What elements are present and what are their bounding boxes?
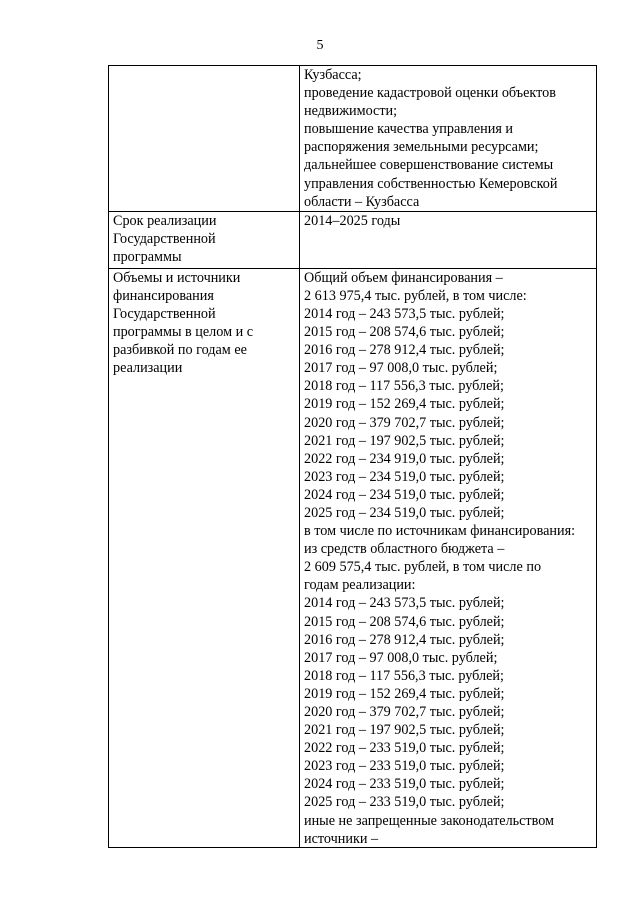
row-label-cell <box>109 268 300 847</box>
text-line: разбивкой по годам ее <box>113 342 247 359</box>
text-line: 2019 год – 152 269,4 тыс. рублей; <box>304 396 505 413</box>
text-line: 2018 год – 117 556,3 тыс. рублей; <box>304 667 504 684</box>
text-line: проведение кадастровой оценки объектов <box>304 85 556 102</box>
text-line: распоряжения земельными ресурсами; <box>304 139 539 156</box>
program-passport-table <box>108 65 597 848</box>
text-line: 2015 год – 208 574,6 тыс. рублей; <box>304 613 505 630</box>
text-line: программы в целом и с <box>113 324 254 341</box>
text-line: Общий объем финансирования – <box>304 269 503 286</box>
text-line: Государственной <box>113 230 216 247</box>
text-line: в том числе по источникам финансирования: <box>304 523 576 540</box>
text-line: 2021 год – 197 902,5 тыс. рублей; <box>304 722 505 739</box>
text-line: 2015 год – 208 574,6 тыс. рублей; <box>304 324 505 341</box>
text-line: 2014 год – 243 573,5 тыс. рублей; <box>304 595 505 612</box>
text-line: 2025 год – 233 519,0 тыс. рублей; <box>304 794 505 811</box>
text-line: 2022 год – 233 519,0 тыс. рублей; <box>304 740 505 757</box>
text-line: из средств областного бюджета – <box>304 541 505 558</box>
text-line: 2023 год – 234 519,0 тыс. рублей; <box>304 468 505 485</box>
text-line: 2 613 975,4 тыс. рублей, в том числе: <box>304 287 527 304</box>
text-line: дальнейшее совершенствование системы <box>304 157 554 174</box>
table-row-term <box>109 211 597 268</box>
text-line: 2020 год – 379 702,7 тыс. рублей; <box>304 414 505 431</box>
text-line: 2025 год – 234 519,0 тыс. рублей; <box>304 504 505 521</box>
text-line: реализации <box>113 360 183 377</box>
text-line: недвижимости; <box>304 103 398 120</box>
row-value-cell <box>300 66 597 212</box>
text-line: иные не запрещенные законодательством <box>304 812 555 829</box>
table-row-goals <box>109 66 597 212</box>
row-value-cell <box>300 268 597 847</box>
text-line: 2018 год – 117 556,3 тыс. рублей; <box>304 378 504 395</box>
text-line: 2014–2025 годы <box>304 212 401 229</box>
text-line: 2014 год – 243 573,5 тыс. рублей; <box>304 305 505 322</box>
row-label-cell <box>109 66 300 212</box>
text-line: источники – <box>304 830 379 847</box>
text-line: 2 609 575,4 тыс. рублей, в том числе по <box>304 559 542 576</box>
text-line: финансирования <box>113 287 214 304</box>
text-line: 2024 год – 233 519,0 тыс. рублей; <box>304 776 505 793</box>
row-label-cell <box>109 211 300 268</box>
text-line: 2021 год – 197 902,5 тыс. рублей; <box>304 432 505 449</box>
text-line: программы <box>113 248 182 265</box>
text-line: области – Кузбасса <box>304 193 420 210</box>
text-line: 2016 год – 278 912,4 тыс. рублей; <box>304 342 505 359</box>
text-line: 2017 год – 97 008,0 тыс. рублей; <box>304 360 498 377</box>
text-line: 2024 год – 234 519,0 тыс. рублей; <box>304 486 505 503</box>
text-line: годам реализации: <box>304 577 416 594</box>
text-line: 2016 год – 278 912,4 тыс. рублей; <box>304 631 505 648</box>
text-line: 2017 год – 97 008,0 тыс. рублей; <box>304 649 498 666</box>
text-line: 2023 год – 233 519,0 тыс. рублей; <box>304 758 505 775</box>
text-line: Объемы и источники <box>113 269 241 286</box>
text-line: повышение качества управления и <box>304 121 514 138</box>
text-line: 2022 год – 234 919,0 тыс. рублей; <box>304 450 505 467</box>
text-line: Государственной <box>113 305 216 322</box>
text-line: 2020 год – 379 702,7 тыс. рублей; <box>304 704 505 720</box>
text-line: Кузбасса; <box>304 67 362 83</box>
page-number: 5 <box>316 38 324 53</box>
table-row-funding <box>109 268 597 847</box>
text-line: 2019 год – 152 269,4 тыс. рублей; <box>304 685 505 702</box>
text-line: управления собственностью Кемеровской <box>304 175 558 192</box>
row-value-cell <box>300 211 597 268</box>
text-line: Срок реализации <box>113 212 217 229</box>
